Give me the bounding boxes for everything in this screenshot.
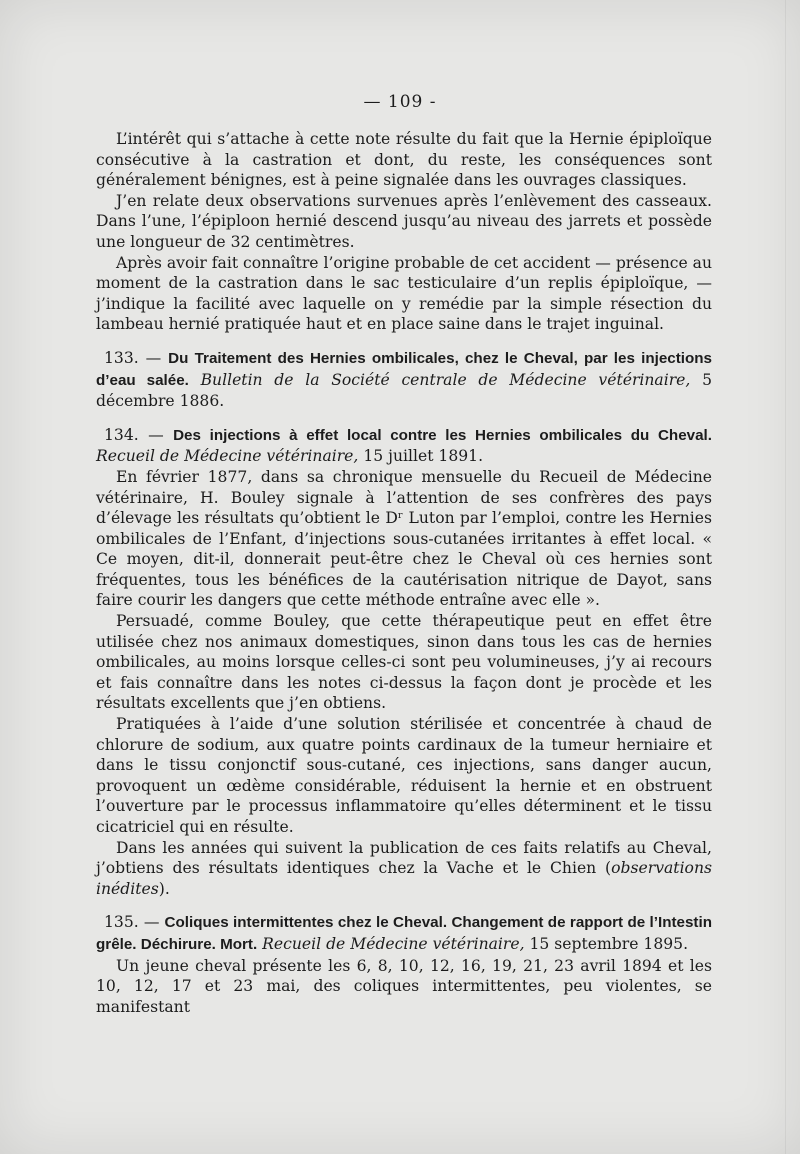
entry-134-title: Des injections à effet local contre les Hernies ombilicales du Cheval. [173,426,712,444]
entry-134-paragraph-3: Pratiquées à l’aide d’une solution stérilisée et concentrée à chaud de chlorure de sodium, aux quatre points cardinaux de la tumeur herniaire et dans le tissu conjonctif sous-cutané, ces injections, sans danger aucun, provoquent un œdème considérable, réduisent la hernie et en obstruent l’ouverture par le processus inflammatoire qu’elles déterminent et le tissu cicatriciel qui en résulte. [96,715,712,836]
paragraph-intro: L’intérêt qui s’attache à cette note résulte du fait que la Hernie épiploïque consécutive à la castration et dont, du reste, les conséquences sont généralement bénignes, est à peine signalée dans les ouvrages classiques. [96,130,712,190]
page-number: — 109 - [363,92,437,112]
entry-134-date: 15 juillet 1891. [358,447,484,466]
entry-133-source: Bulletin de la Société centrale de Médecine vétérinaire, [200,370,691,389]
entry-135-date: 15 septembre 1895. [524,934,689,953]
entry-133-number: 133. — [104,348,169,367]
paragraph-observations: J’en relate deux observations survenues après l’enlèvement des casseaux. Dans l’une, l’épiploon hernié descend jusqu’au niveau des jarrets et possède une longueur de 32 centimètres. [96,191,712,251]
entry-135-source: Recueil de Médecine vétérinaire, [262,934,525,953]
entry-134-paragraph-2: Persuadé, comme Bouley, que cette thérapeutique peut en effet être utilisée chez nos animaux domestiques, sinon dans tous les cas de hernies ombilicales, au moins lorsque celles-ci sont peu volumineuses, j’y ai recours et fais connaître dans les notes ci-dessus la façon dont je procède et les résultats excellents que j’en obtiens. [96,612,712,713]
entry-134-p4-end: ). [158,879,170,898]
entry-134-p4-italic: observations inédites [96,859,712,898]
entry-134-source: Recueil de Médecine vétérinaire, [96,447,359,466]
entry-135 [96,912,712,955]
body-text [96,129,712,1017]
entry-133 [96,348,712,412]
entry-135-number: 135. — [104,913,165,932]
entry-133-date: 5 décembre 1886. [96,370,712,411]
entry-134-number: 134. — [104,425,174,444]
entry-133-title: Du Traitement des Hernies ombilicales, chez le Cheval, par les injections d’eau salée. [96,349,712,389]
entry-134-p4-start: Dans les années qui suivent la publication de ces faits relatifs au Cheval, j’obtiens des résultats identiques chez la Vache et le Chien ( [96,838,712,878]
entry-134-paragraph-1: En février 1877, dans sa chronique mensuelle du Recueil de Médecine vétérinaire, H. Bouley signale à l’attention de ses confrères des pays d’élevage les résultats qu’obtient le Dʳ Luton par l’emploi, contre les Hernies ombilicales de l’Enfant, d’injections sous-cutanées irritantes à effet local. « Ce moyen, dit-il, donnerait peut-être chez le Cheval où ces hernies sont fréquentes, tous les bénéfices de la cautérisation nitrique de Dayot, sans faire courir les dangers que cette méthode entraîne avec elle ». [96,467,712,610]
entry-134-paragraph-4 [96,838,712,900]
paragraph-origin: Après avoir fait connaître l’origine probable de cet accident — présence au moment de la castration dans le sac testiculaire d’un replis épiploïque, — j’indique la facilité avec laquelle on y remédie par la simple résection du lambeau hernié pratiquée haut et en place saine dans le trajet inguinal. [96,253,713,334]
entry-134 [96,425,712,467]
entry-135-title: Coliques intermittentes chez le Cheval. Changement de rapport de l’Intestin grêle. Déchirure. Mort. [96,914,712,953]
scan-edge [785,0,786,1154]
entry-135-paragraph-1: Un jeune cheval présente les 6, 8, 10, 12, 16, 19, 21, 23 avril 1894 et les 10, 12, 17 et 23 mai, des coliques intermittentes, peu violentes, se manifestant [96,956,712,1016]
